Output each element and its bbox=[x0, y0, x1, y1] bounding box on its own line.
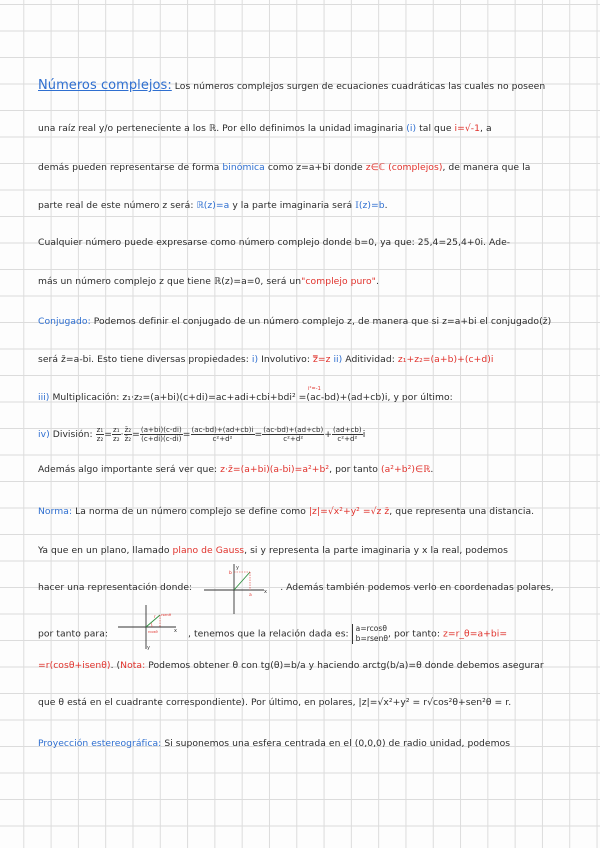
fraction: $\frac{(ad+cb)}{\text{c²+d²}}$ bbox=[332, 426, 362, 443]
line-13 bbox=[38, 545, 508, 557]
enum: ii) bbox=[333, 354, 343, 365]
line-6 bbox=[38, 276, 379, 288]
text: . Además también podemos verlo en coordenadas polares, bbox=[280, 582, 554, 593]
text: y la parte imaginaria será bbox=[232, 200, 353, 211]
text: Cualquier número puede expresarse como número complejo donde b=0, ya que: 25,4=25,4+0i. Ade- bbox=[38, 237, 511, 248]
fraction: $\frac{(ac-bd)+(ad+cb)}{\text{c²+d²}}$ bbox=[263, 426, 324, 443]
line-15 bbox=[38, 624, 507, 644]
highlight: "complejo puro" bbox=[301, 276, 376, 287]
label-rsen: rsenθ bbox=[161, 613, 172, 617]
label-b: b bbox=[229, 571, 232, 576]
text: , de manera que la bbox=[442, 162, 531, 173]
text: más un número complejo z que tiene ℝ(z)=a=0, será un bbox=[38, 276, 302, 287]
line-9 bbox=[38, 392, 453, 404]
polar-diagram bbox=[114, 603, 180, 651]
section-heading: Norma: bbox=[38, 506, 73, 517]
text: Los números complejos surgen de ecuaciones cuadráticas las cuales no poseen bbox=[174, 81, 546, 92]
text: Además algo importante será ver que: bbox=[38, 464, 218, 475]
highlight: ℝ(z)=a bbox=[196, 200, 230, 211]
text: , que representa una distancia. bbox=[389, 506, 535, 517]
fraction: $\frac{(ac-bd)+(ad+cb)i}{\text{c²+d²}}$ bbox=[191, 426, 254, 443]
line-11 bbox=[38, 464, 433, 476]
text: Si suponemos una esfera centrada en el (0,0,0) de radio unidad, podemos bbox=[164, 738, 511, 749]
text: . bbox=[384, 200, 388, 211]
text: , tenemos que la relación dada es: bbox=[188, 628, 349, 640]
text: será z̄=a-bi. Esto tiene diversas propiedades: bbox=[38, 354, 249, 365]
text: División: bbox=[52, 429, 93, 440]
axis-label-y: y bbox=[147, 645, 150, 651]
text: . bbox=[430, 464, 434, 475]
text: parte real de este número z será: bbox=[38, 200, 194, 211]
note-label: Nota: bbox=[120, 660, 146, 671]
highlight: 𝕀(z)=b bbox=[355, 200, 385, 211]
line-10: iv) División: $\frac{\text{z₁}}{\text{z₂}}$ = $\frac{\text{z₁}}{\text{z₂}}$ · $\frac{\text{z̄₂}}{\text{z̄₂}}$ = $\frac{(a+bi)(c-di)}{(c+di)(c-di)}$ = $\frac{(ac-bd)+(ad+cb)i}{\text{c²+d²}}$ = $\frac{(ac-bd)+(ad+cb)}{\text{c²+d²}}$ + $\frac{(ad+cb)}{\text{c²+d²}}$ i bbox=[38, 426, 366, 443]
line-8 bbox=[38, 354, 493, 366]
highlight: z·z̄=(a+bi)(a-bi)=a²+b² bbox=[220, 464, 330, 475]
highlight: i=√-1 bbox=[454, 123, 481, 134]
text: una raíz real y/o perteneciente a los ℝ. Por ello definimos la unidad imaginaria bbox=[38, 123, 404, 134]
text: por tanto para: bbox=[38, 628, 109, 640]
line-7 bbox=[38, 316, 551, 328]
section-heading: Proyección estereográfica: bbox=[38, 738, 162, 749]
line-1 bbox=[38, 80, 545, 93]
axis-label-y: y bbox=[236, 565, 239, 571]
text: , a bbox=[480, 123, 492, 134]
text: , por tanto bbox=[329, 464, 378, 475]
text: como z=a+bi donde bbox=[267, 162, 363, 173]
highlight: plano de Gauss bbox=[172, 545, 245, 556]
highlight: z∈ℂ (complejos) bbox=[365, 162, 443, 173]
enum: iv) bbox=[38, 429, 50, 440]
enum: iii) bbox=[38, 392, 50, 403]
text: , si y representa la parte imaginaria y x la real, podemos bbox=[244, 545, 508, 556]
line-18 bbox=[38, 738, 510, 750]
text: Ya que en un plano, llamado bbox=[38, 545, 170, 556]
axis-label-x: x bbox=[264, 589, 267, 595]
axis-label-x: x bbox=[174, 628, 177, 634]
line-5 bbox=[38, 237, 510, 249]
fraction: $\frac{\text{z₁}}{\text{z₂}}$ bbox=[96, 426, 104, 443]
text: Podemos definir el conjugado de un número complejo z, de manera que si z=a+bi el conjugado(z̄) bbox=[93, 316, 552, 327]
line-17 bbox=[38, 697, 511, 709]
text: ). Por último, en polares, |z|=√x²+y² = r√cos²θ+sen²θ = r. bbox=[241, 697, 512, 708]
text: i bbox=[362, 429, 366, 440]
highlight: binómica bbox=[222, 162, 265, 173]
text: tal que bbox=[419, 123, 452, 134]
highlight: |z|=√x²+y² =√z z̄ bbox=[308, 506, 390, 517]
text: . ( bbox=[110, 660, 121, 671]
text: , por tanto: bbox=[388, 628, 440, 640]
fraction: $\frac{\text{z̄₂}}{\text{z̄₂}}$ bbox=[124, 426, 132, 443]
highlight: (a²+b²)∈ℝ bbox=[380, 464, 431, 475]
superscript-note: i²=-1 bbox=[308, 386, 321, 392]
enum: i) bbox=[251, 354, 259, 365]
line-12 bbox=[38, 506, 534, 518]
text: hacer una representación donde: bbox=[38, 582, 193, 593]
label-rcos: rcosθ bbox=[148, 630, 158, 634]
highlight: z̿=z bbox=[312, 354, 331, 365]
highlight: z₁+z₂=(a+b)+(c+d)i bbox=[397, 354, 494, 365]
line-2 bbox=[38, 123, 492, 135]
line-3 bbox=[38, 162, 530, 174]
text: Involutivo: bbox=[261, 354, 310, 365]
fraction: $\frac{\text{z₁}}{\text{z₂}}$ bbox=[113, 426, 120, 443]
line-16 bbox=[38, 660, 544, 672]
text: Multiplicación: z₁·z₂=(a+bi)(c+di)=ac+adi+cbi+bdi² =(ac-bd)+(ad+cb)i, y por último: bbox=[52, 392, 453, 403]
label-r: r bbox=[154, 614, 156, 619]
label-a: a bbox=[249, 593, 252, 598]
polar-system: a=rcosθ b=rsenθ bbox=[352, 624, 388, 644]
text: demás pueden representarse de forma bbox=[38, 162, 220, 173]
section-heading: Conjugado: bbox=[38, 316, 91, 327]
text: Aditividad: bbox=[345, 354, 395, 365]
line-14 bbox=[38, 582, 554, 594]
highlight: z=r_θ=a+bi= bbox=[442, 628, 508, 640]
fraction: $\frac{(a+bi)(c-di)}{(c+di)(c-di)}$ bbox=[140, 426, 182, 443]
gauss-plane-diagram bbox=[200, 562, 270, 616]
text: que θ está en el cuadrante correspondiente bbox=[38, 697, 242, 708]
text: La norma de un número complejo se define como bbox=[75, 506, 306, 517]
section-title: Números complejos: bbox=[38, 78, 172, 93]
highlight: =r(cosθ+isenθ) bbox=[38, 660, 111, 671]
highlight: (i) bbox=[406, 123, 417, 134]
line-4 bbox=[38, 200, 388, 212]
text: . bbox=[375, 276, 379, 287]
text: Podemos obtener θ con tg(θ)=b/a y haciendo arctg(b/a)=θ donde debemos asegurar bbox=[148, 660, 544, 671]
